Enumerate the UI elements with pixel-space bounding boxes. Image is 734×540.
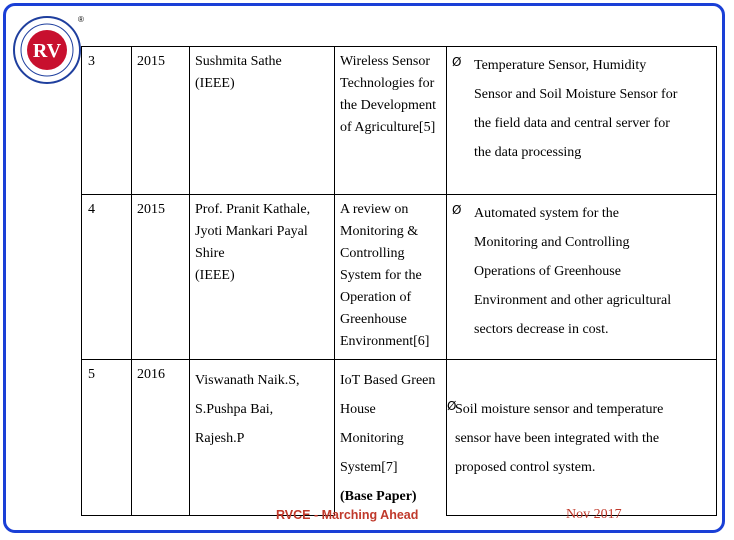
row-title: IoT Based Green House Monitoring System[7] (Base Paper) — [335, 360, 447, 516]
row-year: 2015 — [132, 47, 190, 195]
row-remarks: Ø Temperature Sensor, Humidity Sensor and Soil Moisture Sensor for the field data and central server for the data processing — [447, 47, 717, 195]
row-title: A review on Monitoring & Controlling System for the Operation of Greenhouse Environment[6] — [335, 195, 447, 360]
row-title: Wireless Sensor Technologies for the Development of Agriculture[5] — [335, 47, 447, 195]
table-row — [82, 360, 717, 516]
footer-tagline: RVCE - Marching Ahead — [276, 508, 419, 522]
arrow-bullet-icon: Ø — [447, 399, 457, 413]
rv-logo — [10, 12, 84, 86]
row-remarks: Ø Soil moisture sensor and temperature sensor have been integrated with the proposed control system. — [447, 360, 717, 516]
arrow-bullet-icon: Ø — [452, 55, 462, 69]
table-row — [82, 195, 717, 360]
row-authors: Sushmita Sathe (IEEE) — [190, 47, 335, 195]
arrow-bullet-icon: Ø — [452, 203, 462, 217]
footer-date: Nov 2017 — [566, 507, 622, 522]
row-remarks: Ø Automated system for the Monitoring and Controlling Operations of Greenhouse Environment and other agricultural sectors decrease in cost. — [447, 195, 717, 360]
row-authors: Viswanath Naik.S, S.Pushpa Bai, Rajesh.P — [190, 360, 335, 516]
row-year: 2016 — [132, 360, 190, 516]
row-year: 2015 — [132, 195, 190, 360]
logo-letters: RV — [32, 40, 62, 62]
row-number: 5 — [82, 360, 132, 516]
literature-table — [81, 46, 717, 516]
table-row — [82, 47, 717, 195]
row-authors: Prof. Pranit Kathale, Jyoti Mankari Payal Shire (IEEE) — [190, 195, 335, 360]
row-number: 4 — [82, 195, 132, 360]
logo-reg: ® — [78, 15, 84, 24]
row-number: 3 — [82, 47, 132, 195]
base-paper-label: (Base Paper) — [340, 489, 417, 504]
